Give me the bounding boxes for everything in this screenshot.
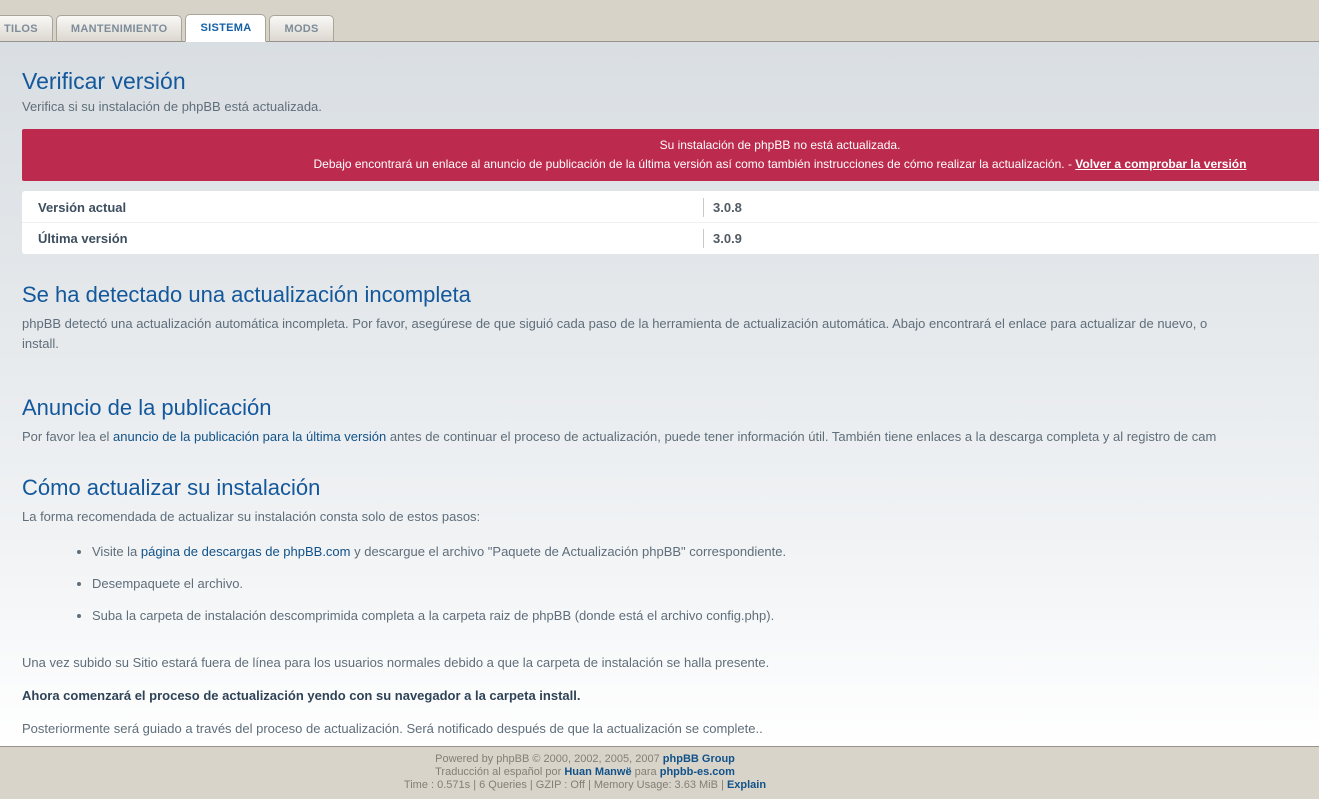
step1-prefix: Visite la bbox=[92, 544, 141, 559]
translator-link[interactable]: Huan Manwë bbox=[564, 766, 632, 778]
alert-line2 bbox=[32, 155, 1319, 174]
tab-bar bbox=[0, 0, 1319, 42]
release-announcement-text bbox=[22, 427, 1319, 447]
list-item bbox=[92, 542, 1319, 562]
current-version-value: 3.0.8 bbox=[703, 198, 742, 217]
stats-text: Time : 0.571s | 6 Queries | GZIP : Off | Memory Usage: 3.63 MiB | bbox=[403, 779, 727, 791]
table-row bbox=[22, 222, 1319, 253]
page-subtitle: Verifica si su instalación de phpBB está actualizada. bbox=[22, 99, 322, 114]
translation-text1: Traducción al español por bbox=[435, 766, 565, 778]
translation-text2: para bbox=[631, 766, 660, 778]
tab-estilos[interactable] bbox=[0, 15, 53, 42]
phpbb-es-link[interactable]: phpbb-es.com bbox=[659, 766, 735, 778]
tab-mantenimiento-label: MANTENIMIENTO bbox=[70, 23, 168, 35]
table-row bbox=[22, 192, 1319, 222]
update-steps-list bbox=[22, 542, 1319, 626]
announcement-prefix: Por favor lea el bbox=[22, 429, 114, 444]
footer-copyright bbox=[0, 753, 1170, 791]
phpbb-group-link[interactable]: phpBB Group bbox=[662, 753, 735, 765]
incomplete-update-text-line1: phpBB detectó una actualización automática incompleta. Por favor, asegúrese de que siguió cada paso de la herramienta de actualización automática. Abajo encontrará el enlace para actualizar de nuevo, o bbox=[22, 316, 1208, 331]
release-announcement-heading: Anuncio de la publicación bbox=[22, 395, 272, 420]
list-item bbox=[92, 574, 1319, 594]
downloads-page-link[interactable]: página de descargas de phpBB.com bbox=[140, 544, 351, 559]
start-update-bold-text: Ahora comenzará el proceso de actualización yendo con su navegador a la carpeta install. bbox=[22, 688, 581, 703]
latest-version-label: Última versión bbox=[38, 230, 128, 246]
release-announcement-link[interactable]: anuncio de la publicación para la última versión bbox=[113, 429, 387, 444]
step3-text: Suba la carpeta de instalación descomprimida completa a la carpeta raiz de phpBB (donde está el archivo config.php). bbox=[92, 608, 775, 623]
stats-line bbox=[0, 779, 1170, 791]
outdated-alert-banner bbox=[22, 129, 1319, 181]
how-to-update-heading: Cómo actualizar su instalación bbox=[22, 475, 321, 500]
latest-version-value: 3.0.9 bbox=[703, 229, 742, 248]
alert-line2-text: Debajo encontrará un enlace al anuncio de publicación de la última versión así como también instrucciones de cómo realizar la actualización. - bbox=[313, 157, 1076, 171]
tab-sistema[interactable] bbox=[185, 14, 266, 42]
powered-by-text: Powered by phpBB © 2000, 2002, 2005, 2007 bbox=[435, 753, 663, 765]
page-title: Verificar versión bbox=[22, 68, 186, 94]
explain-link[interactable]: Explain bbox=[726, 779, 767, 791]
tab-estilos-label: TILOS bbox=[4, 23, 38, 35]
incomplete-update-text-line2: install. bbox=[22, 336, 59, 351]
list-item bbox=[92, 606, 1319, 626]
page-footer bbox=[0, 746, 1319, 799]
powered-by-line bbox=[0, 753, 1170, 765]
translation-line bbox=[0, 766, 1170, 778]
tab-sistema-label: SISTEMA bbox=[200, 22, 252, 34]
alert-line1: Su instalación de phpBB no está actualizada. bbox=[659, 138, 901, 152]
main-content bbox=[0, 42, 1319, 746]
offline-notice-text: Una vez subido su Sitio estará fuera de línea para los usuarios normales debido a que la carpeta de instalación se halla presente. bbox=[22, 655, 770, 670]
version-table bbox=[22, 191, 1319, 254]
step1-suffix: y descargue el archivo "Paquete de Actualización phpBB" correspondiente. bbox=[350, 544, 787, 559]
announcement-suffix: antes de continuar el proceso de actualización, puede tener información útil. También tiene enlaces a la descarga completa y al registro de cam bbox=[386, 429, 1217, 444]
recheck-version-link[interactable]: Volver a comprobar la versión bbox=[1075, 157, 1247, 171]
guided-process-text: Posteriormente será guiado a través del proceso de actualización. Será notificado después de que la actualización se complete.. bbox=[22, 721, 763, 736]
tab-mantenimiento[interactable] bbox=[56, 15, 183, 42]
how-to-update-intro: La forma recomendada de actualizar su instalación consta solo de estos pasos: bbox=[22, 509, 481, 524]
step2-text: Desempaquete el archivo. bbox=[92, 576, 244, 591]
incomplete-update-heading: Se ha detectado una actualización incompleta bbox=[22, 282, 471, 307]
tab-mods[interactable] bbox=[269, 15, 333, 42]
tab-mods-label: MODS bbox=[284, 23, 319, 35]
current-version-label: Versión actual bbox=[38, 199, 127, 215]
